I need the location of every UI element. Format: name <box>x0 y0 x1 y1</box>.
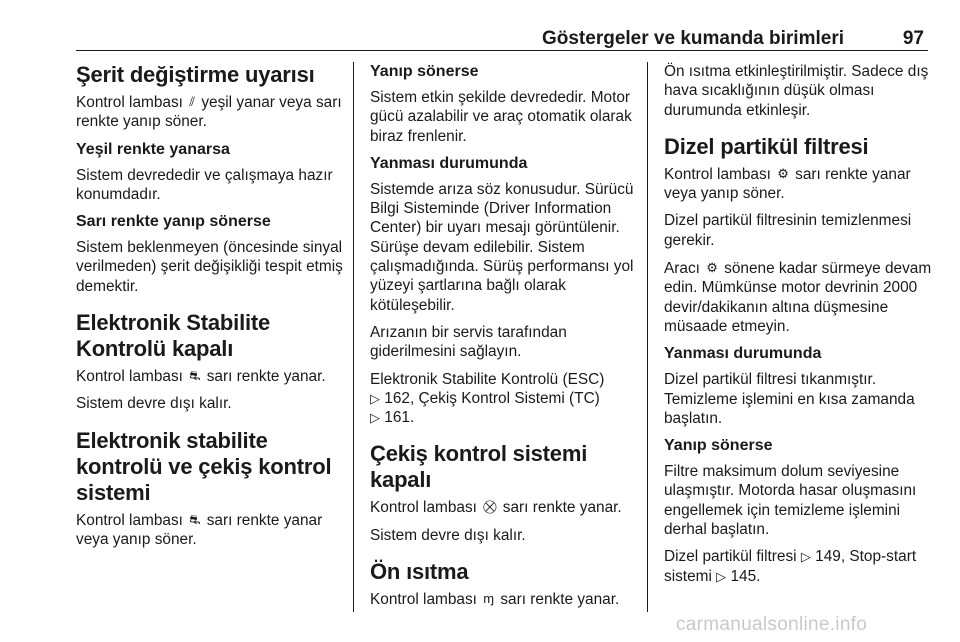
paragraph: Sistem devre dışı kalır. <box>76 395 232 413</box>
text: Aracı <box>664 260 700 278</box>
page-number: 97 <box>902 28 924 49</box>
paragraph: Sistemde arıza söz konusudur. Sürücü Bilgi Sisteminde (Driver Information Center) bir uyarı mesajı görüntülenir. Sürüşe devam edilebilir. Sistem çalışmadığında. Sürüş performansı yol yüzeyi şartlarına bağlı olarak kötüleşebilir. <box>370 180 634 314</box>
particle-filter-icon: ⚙ <box>706 260 718 276</box>
column-divider <box>647 62 648 612</box>
section-heading: Elektronik Stabilite Kontrolü kapalı <box>76 310 271 362</box>
text: sönene kadar sürmeye devam edin. Mümkünse motor devrinin 2000 devir/dakikanın altına düşmesine müsaade etmeyin. <box>664 260 932 335</box>
paragraph: Dizel partikül filtresinin temizlenmesi gerekir. <box>664 212 912 249</box>
paragraph <box>76 510 344 550</box>
paragraph: Ön ısıtma etkinleştirilmiştir. Sadece dış hava sıcaklığının düşük olması durumunda etkinleşir. <box>664 63 929 119</box>
lane-change-icon: ⫽ <box>189 94 196 109</box>
reference-arrow-icon: ▷ <box>800 549 811 565</box>
text: yeşil yanar veya sarı renkte yanıp söner. <box>76 94 342 131</box>
header-divider <box>76 50 928 51</box>
text: 149, Stop-start sistemi <box>664 548 917 585</box>
subheading: Sarı renkte yanıp sönerse <box>76 213 271 231</box>
subheading: Yanıp sönerse <box>370 63 479 80</box>
subheading: Yanması durumunda <box>370 154 528 172</box>
column-2 <box>370 62 634 617</box>
text: Kontrol lambası <box>664 165 771 183</box>
text: sarı renkte yanar veya yanıp söner. <box>76 511 323 548</box>
text: Dizel partikül filtresi <box>664 548 797 566</box>
subheading: Yeşil renkte yanarsa <box>76 140 230 158</box>
text: sarı renkte yanar veya yanıp söner. <box>664 165 911 203</box>
watermark: carmanualsonline.info <box>676 614 868 635</box>
esc-icon: ⛐ <box>189 511 201 527</box>
paragraph <box>664 258 932 336</box>
reference-arrow-icon: ▷ <box>370 390 380 406</box>
column-divider <box>353 62 354 612</box>
section-heading: Dizel partikül filtresi <box>664 133 869 159</box>
paragraph: Arızanın bir servis tarafından giderilmesini sağlayın. <box>370 323 567 361</box>
text: Kontrol lambası <box>370 499 477 517</box>
text: sarı renkte yanar. <box>502 499 622 517</box>
esc-off-icon: ⛐ <box>189 368 201 384</box>
preheat-coil-icon: ɱ <box>483 591 495 607</box>
reference-arrow-icon: ▷ <box>370 410 380 426</box>
text: sarı renkte yanar. <box>500 591 620 609</box>
section-heading: Şerit değiştirme uyarısı <box>76 62 315 87</box>
paragraph: Sistem beklenmeyen (öncesinde sinyal verilmeden) şerit değişikliği tespit etmiş demektir. <box>76 239 343 295</box>
text: Kontrol lambası <box>76 511 183 529</box>
subheading: Yanıp sönerse <box>664 437 773 455</box>
paragraph <box>76 92 344 132</box>
text: sarı renkte yanar. <box>206 368 326 386</box>
paragraph: Sistem devrededir ve çalışmaya hazır konumdadır. <box>76 166 333 203</box>
text: Kontrol lambası <box>370 591 477 609</box>
paragraph <box>664 547 932 586</box>
text: 162, Çekiş Kontrol Sistemi (TC) <box>384 389 600 407</box>
page-header <box>76 26 928 52</box>
column-1 <box>76 62 344 557</box>
paragraph <box>664 164 932 204</box>
paragraph <box>76 366 344 386</box>
subheading: Yanması durumunda <box>664 345 822 363</box>
paragraph: Sistem etkin şekilde devrededir. Motor gücü azalabilir ve araç otomatik olarak biraz frenlenir. <box>370 89 632 145</box>
paragraph: Sistem devre dışı kalır. <box>370 526 526 544</box>
text: Kontrol lambası <box>76 368 183 386</box>
paragraph <box>370 370 634 428</box>
section-heading: Ön ısıtma <box>370 559 469 585</box>
traction-off-icon: ⛒ <box>483 499 497 515</box>
text: 161. <box>384 409 415 427</box>
paragraph: Dizel partikül filtresi tıkanmıştır. Temizleme işlemini en kısa zamanda başlatın. <box>664 371 915 427</box>
reference-arrow-icon: ▷ <box>716 568 727 584</box>
column-3 <box>664 62 932 594</box>
section-heading: Elektronik stabilite kontrolü ve çekiş kontrol sistemi <box>76 427 332 505</box>
text: 145. <box>730 567 761 585</box>
paragraph: Filtre maksimum dolum seviyesine ulaşmıştır. Motorda hasar oluşmasını engellemek için temizleme işlemini derhal başlatın. <box>664 463 917 539</box>
paragraph <box>370 497 634 517</box>
particle-filter-icon: ⚙ <box>777 165 789 181</box>
paragraph <box>370 589 634 609</box>
text: Kontrol lambası <box>76 94 183 111</box>
section-heading: Çekiş kontrol sistemi kapalı <box>370 441 588 493</box>
page-title: Göstergeler ve kumanda birimleri <box>541 28 844 49</box>
text: Elektronik Stabilite Kontrolü (ESC) <box>370 370 605 388</box>
